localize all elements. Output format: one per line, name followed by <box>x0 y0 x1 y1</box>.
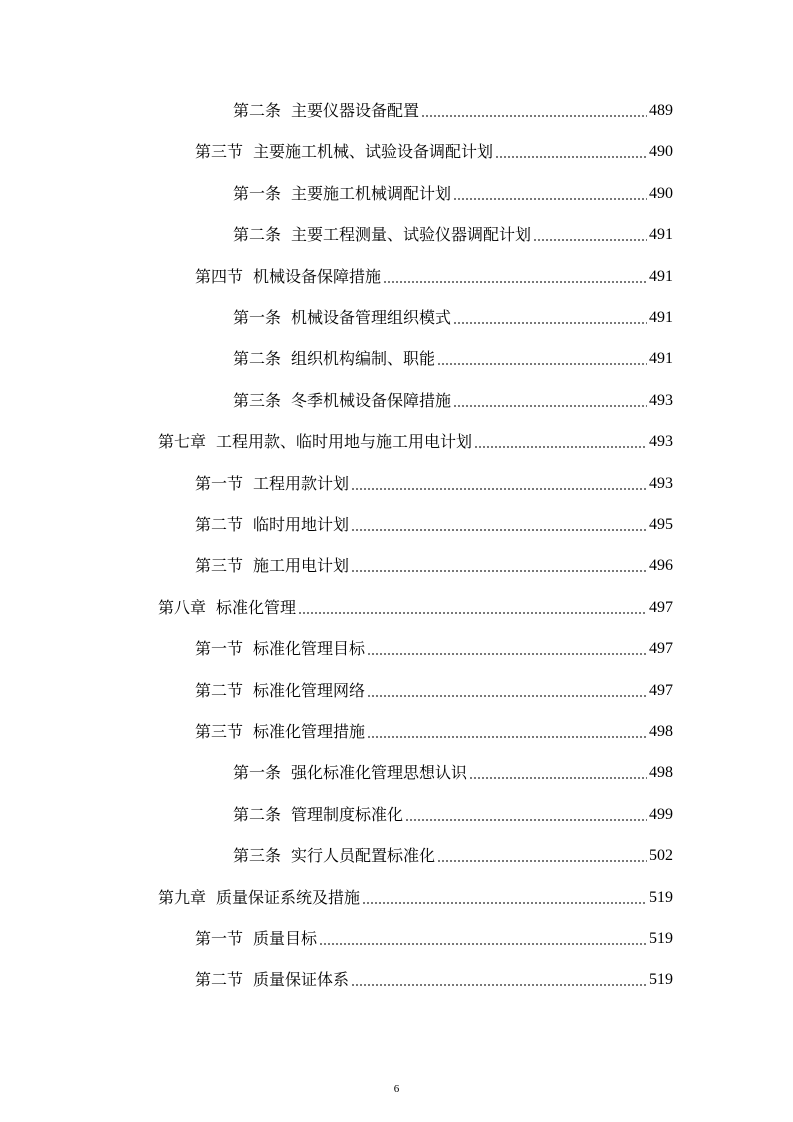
toc-entry-number: 第一条 <box>233 183 282 203</box>
toc-entry-page: 495 <box>649 516 673 533</box>
toc-entry-title: 标准化管理网络 <box>253 680 366 700</box>
toc-entry-title: 主要工程测量、试验仪器调配计划 <box>291 225 532 245</box>
toc-entry-number: 第二节 <box>195 515 244 534</box>
toc-entry-number: 第八章 <box>158 597 207 617</box>
toc-leader-dots <box>367 653 647 655</box>
toc-leader-dots <box>469 777 647 779</box>
toc-entry-title: 机械设备管理组织模式 <box>291 308 452 327</box>
toc-entry-page: 498 <box>649 723 673 740</box>
toc-entry-title: 冬季机械设备保障措施 <box>291 390 452 410</box>
toc-entry-number: 第二节 <box>195 970 244 990</box>
toc-entry[interactable] <box>233 840 673 866</box>
toc-entry-number: 第二条 <box>233 349 282 369</box>
toc-entry-title: 管理制度标准化 <box>291 804 404 824</box>
toc-leader-dots <box>367 736 647 738</box>
toc-leader-dots <box>453 198 647 200</box>
toc-entry-title: 主要施工机械调配计划 <box>291 183 452 203</box>
toc-entry-number: 第一节 <box>195 929 244 948</box>
toc-entry[interactable] <box>195 136 673 162</box>
toc-entry[interactable] <box>195 509 673 535</box>
toc-entry-title: 机械设备保障措施 <box>253 266 382 286</box>
toc-leader-dots <box>362 902 647 904</box>
toc-entry-number: 第二条 <box>233 101 282 120</box>
toc-entry-page: 491 <box>649 309 673 326</box>
toc-entry-number: 第二节 <box>195 680 244 700</box>
toc-entry-number: 第七章 <box>158 432 207 452</box>
toc-entry-title: 质量保证系统及措施 <box>216 887 361 907</box>
toc-entry-number: 第三节 <box>195 722 244 741</box>
toc-entry-title: 施工用电计划 <box>253 556 350 576</box>
toc-entry-page: 519 <box>649 971 673 989</box>
toc-entry[interactable] <box>233 178 673 204</box>
toc-entry[interactable] <box>233 343 673 369</box>
toc-entry-page: 491 <box>649 226 673 244</box>
toc-entry-number: 第一条 <box>233 308 282 327</box>
toc-entry-title: 组织机构编制、职能 <box>291 349 436 369</box>
toc-entry-number: 第一条 <box>233 763 282 783</box>
toc-entry-page: 493 <box>649 433 673 451</box>
toc-entry[interactable] <box>233 799 673 825</box>
toc-entry-page: 491 <box>649 350 673 368</box>
toc-leader-dots <box>533 239 647 241</box>
toc-entry-page: 499 <box>649 805 673 823</box>
toc-entry-title: 临时用地计划 <box>253 515 350 534</box>
toc-leader-dots <box>405 819 647 821</box>
toc-entry-page: 491 <box>649 267 673 285</box>
toc-entry[interactable] <box>233 95 673 121</box>
toc-entry-page: 497 <box>649 598 673 616</box>
toc-entry-number: 第九章 <box>158 887 207 907</box>
page-number: 6 <box>393 1083 400 1095</box>
toc-leader-dots <box>367 695 647 697</box>
toc-entry-page: 496 <box>649 557 673 575</box>
toc-entry-title: 主要施工机械、试验设备调配计划 <box>253 142 494 162</box>
toc-entry[interactable] <box>158 426 673 452</box>
toc-leader-dots <box>351 984 647 986</box>
toc-entry-page: 497 <box>649 681 673 699</box>
toc-entry-page: 519 <box>649 930 673 947</box>
toc-entry-page: 498 <box>649 764 673 782</box>
toc-leader-dots <box>351 529 647 531</box>
toc-entry-number: 第三条 <box>233 390 282 410</box>
toc-entry-number: 第二条 <box>233 225 282 245</box>
toc-entry-number: 第四节 <box>195 266 244 286</box>
toc-entry[interactable] <box>195 964 673 990</box>
toc-entry-number: 第一节 <box>195 473 244 493</box>
toc-entry-title: 强化标准化管理思想认识 <box>291 763 468 783</box>
toc-entry[interactable] <box>158 592 673 618</box>
toc-entry[interactable] <box>195 923 673 949</box>
toc-entry-number: 第三节 <box>195 142 244 162</box>
toc-entry-number: 第三条 <box>233 846 282 866</box>
toc-leader-dots <box>383 281 647 283</box>
toc-entry-title: 工程用款、临时用地与施工用电计划 <box>216 432 473 452</box>
toc-leader-dots <box>298 612 647 614</box>
toc-entry-number: 第三节 <box>195 556 244 576</box>
toc-leader-dots <box>437 363 647 365</box>
toc-entry-page: 502 <box>649 847 673 865</box>
toc-leader-dots <box>351 488 647 490</box>
toc-entry-page: 493 <box>649 474 673 492</box>
toc-entry-number: 第一节 <box>195 639 244 659</box>
toc-entry[interactable] <box>233 385 673 411</box>
toc-entry[interactable] <box>233 757 673 783</box>
toc-leader-dots <box>319 943 647 945</box>
toc-entry[interactable] <box>195 633 673 659</box>
toc-entry-title: 实行人员配置标准化 <box>291 846 436 866</box>
toc-entry-title: 工程用款计划 <box>253 473 350 493</box>
toc-leader-dots <box>453 405 647 407</box>
toc-leader-dots <box>495 156 647 158</box>
toc-entry[interactable] <box>233 302 673 328</box>
toc-leader-dots <box>437 860 647 862</box>
toc-entry-number: 第二条 <box>233 804 282 824</box>
toc-entry-title: 标准化管理措施 <box>253 722 366 741</box>
toc-entry[interactable] <box>158 882 673 908</box>
toc-entry-page: 490 <box>649 143 673 161</box>
toc-entry-title: 质量目标 <box>253 929 318 948</box>
toc-entry-page: 490 <box>649 184 673 202</box>
toc-entry[interactable] <box>195 550 673 576</box>
toc-leader-dots <box>351 570 647 572</box>
toc-entry-page: 493 <box>649 391 673 409</box>
toc-entry-title: 质量保证体系 <box>253 970 350 990</box>
toc-entry-page: 489 <box>649 102 673 119</box>
toc-entry[interactable] <box>233 219 673 245</box>
toc-entry-page: 519 <box>649 888 673 906</box>
toc-entry-title: 主要仪器设备配置 <box>291 101 420 120</box>
toc-entry[interactable] <box>195 261 673 287</box>
toc-entry[interactable] <box>195 675 673 701</box>
toc-entry-page: 497 <box>649 640 673 658</box>
toc-entry[interactable] <box>195 468 673 494</box>
toc-leader-dots <box>421 115 647 117</box>
toc-entry-title: 标准化管理 <box>216 597 297 617</box>
toc-entry-title: 标准化管理目标 <box>253 639 366 659</box>
toc-entry[interactable] <box>195 716 673 742</box>
toc-leader-dots <box>453 322 647 324</box>
toc-leader-dots <box>474 446 647 448</box>
